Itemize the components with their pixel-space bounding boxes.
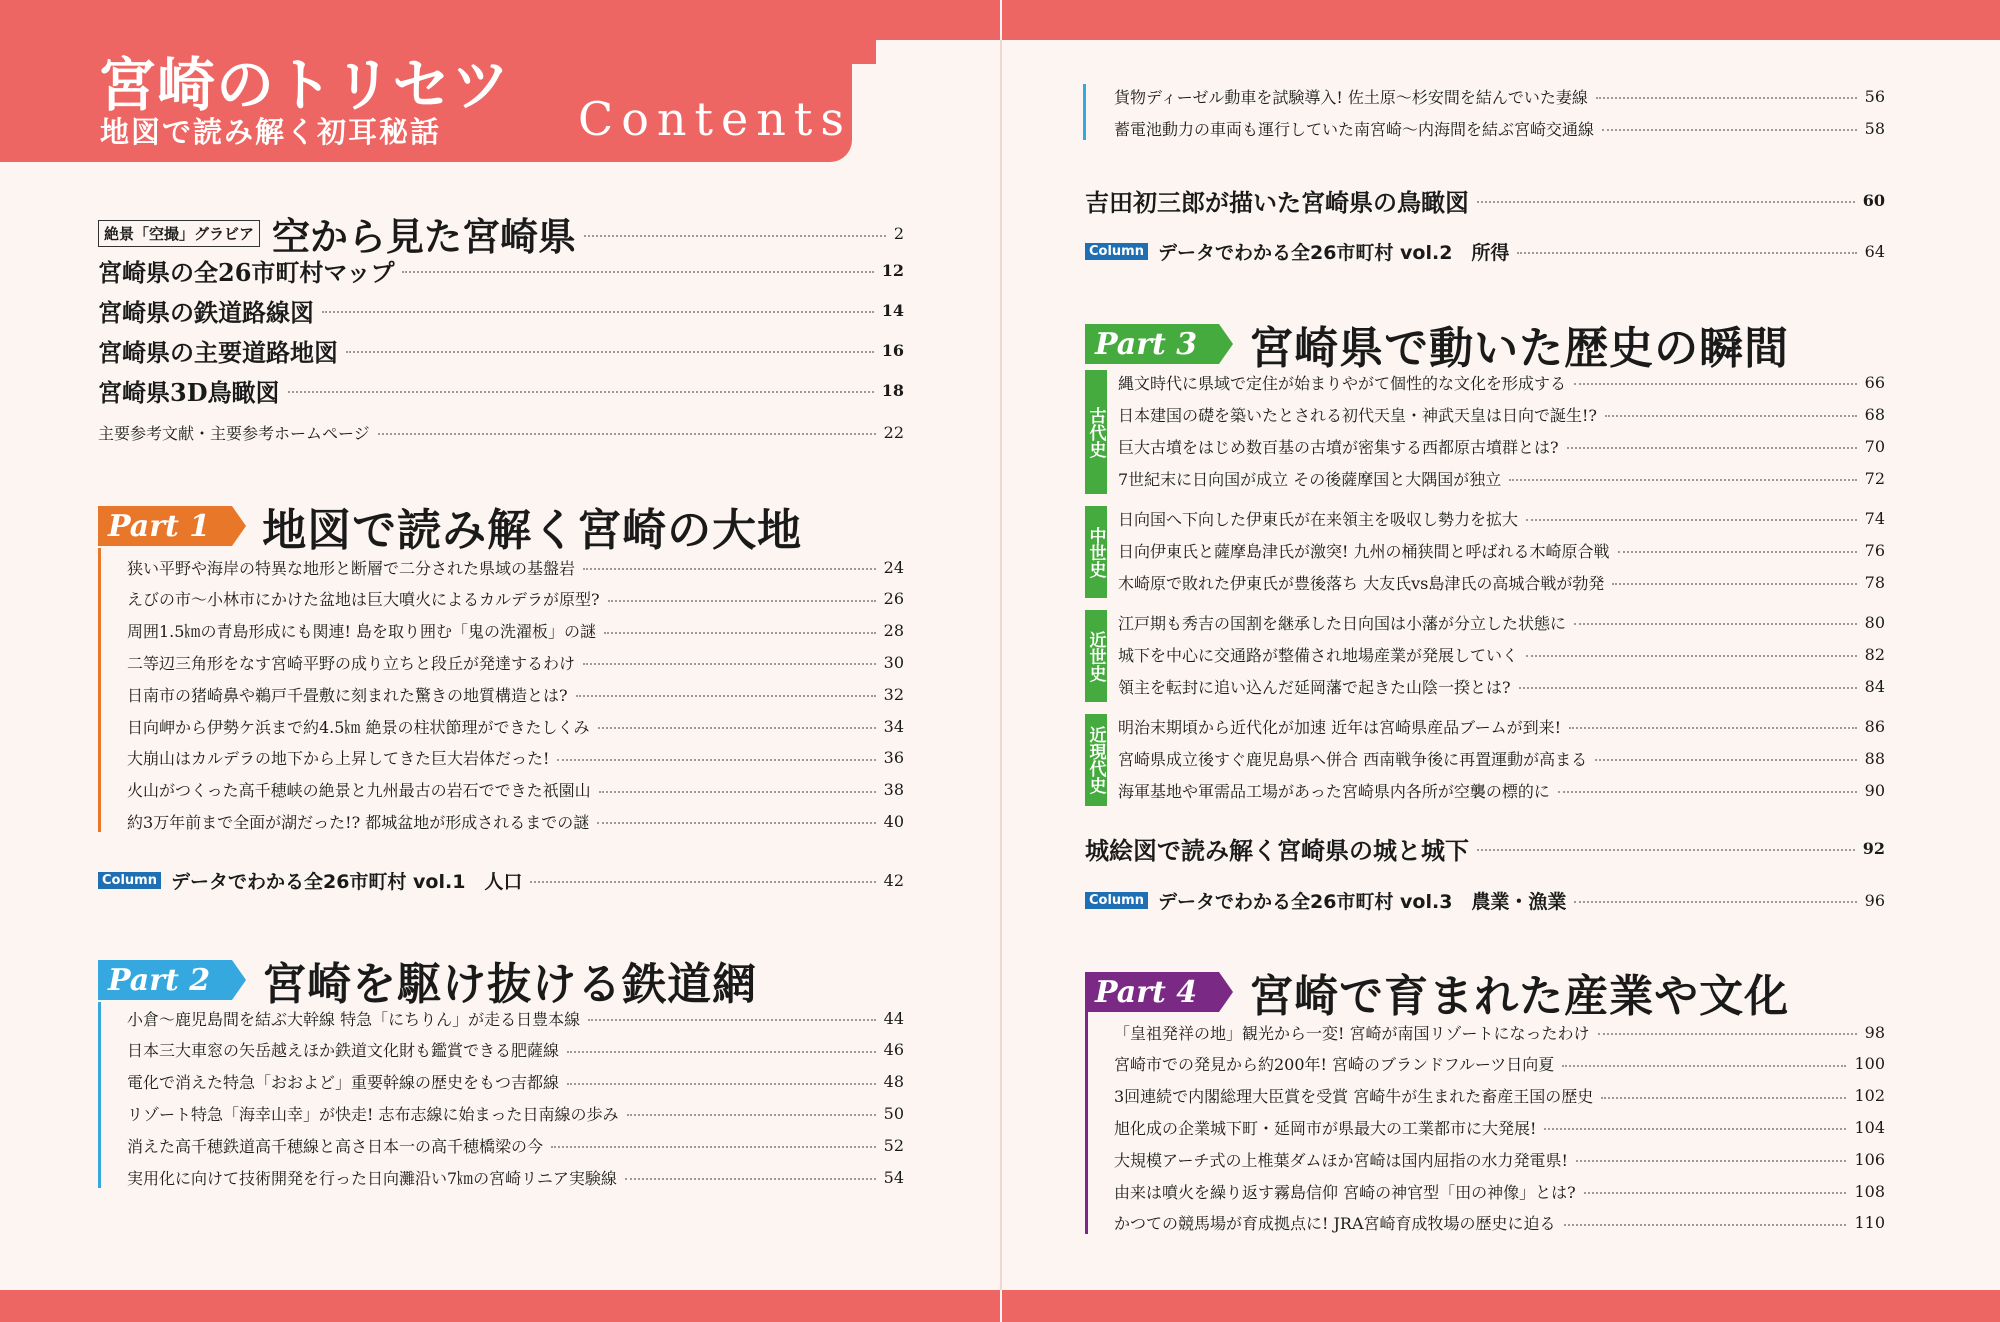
leader-dots (1569, 727, 1857, 729)
toc-entry[interactable] (1118, 570, 1885, 594)
entry-text: 日南市の猪崎鼻や鵜戸千畳敷に刻まれた驚きの地質構造とは? (127, 685, 568, 705)
leader-dots (322, 311, 874, 313)
yoshida-text: 吉田初三郎が描いた宮崎県の鳥瞰図 (1085, 187, 1469, 217)
part3-tag: Part 3 (1085, 324, 1219, 364)
entry-text: 宮崎県の鉄道路線図 (98, 297, 314, 327)
era-label: 近世史 (1085, 610, 1107, 702)
toc-entry[interactable] (127, 809, 904, 833)
toc-entry[interactable] (127, 714, 904, 738)
toc-entry[interactable] (1114, 1052, 1885, 1076)
leader-dots (530, 881, 875, 883)
page-number: 66 (1864, 372, 1885, 392)
toc-entry[interactable] (127, 1006, 904, 1030)
leader-dots (551, 1146, 876, 1148)
leader-dots (567, 1051, 876, 1053)
leader-dots (1526, 519, 1857, 521)
entry-text: 二等辺三角形をなす宮崎平野の成り立ちと段丘が発達するわけ (127, 653, 576, 673)
entry-text: 日向岬から伊勢ケ浜まで約4.5㎞ 絶景の柱状節理ができたしくみ (127, 717, 590, 737)
page-number: 28 (883, 621, 904, 641)
toc-entry[interactable] (1118, 778, 1885, 802)
leader-dots (1576, 1160, 1847, 1162)
toc-entry[interactable] (98, 294, 904, 326)
leader-dots (1605, 415, 1857, 417)
leader-dots (1612, 583, 1856, 585)
part1-side-bar (98, 548, 101, 832)
column3-text: データでわかる全26市町村 vol.3 農業・漁業 (1157, 890, 1567, 913)
entry-text: 日本三大車窓の矢岳越えほか鉄道文化財も鑑賞できる肥薩線 (127, 1041, 560, 1061)
page-number: 24 (883, 557, 904, 577)
entry-text: 蓄電池動力の車両も運行していた南宮崎～内海間を結ぶ宮崎交通線 (1114, 119, 1595, 139)
page-number: 50 (883, 1103, 904, 1123)
page-number: 44 (883, 1008, 904, 1028)
toc-entry[interactable] (127, 1101, 904, 1125)
part4-side-bar (1085, 1012, 1088, 1234)
page-number: 76 (1864, 540, 1885, 560)
leader-dots (627, 1114, 876, 1116)
entry-text: 電化で消えた特急「おおよど」重要幹線の歴史をもつ吉都線 (127, 1073, 560, 1093)
entry-text: 宮崎市での発見から約200年! 宮崎のブランドフルーツ日向夏 (1114, 1055, 1555, 1075)
title-panel (0, 0, 852, 162)
part3-header (1085, 312, 1789, 376)
entry-text: かつての競馬場が育成拠点に! JRA宮崎育成牧場の歴史に迫る (1114, 1214, 1556, 1234)
leader-dots (608, 600, 876, 602)
gutter-gap-bottom (1000, 1290, 1002, 1322)
page-number: 84 (1864, 676, 1885, 696)
entry-text: 消えた高千穂鉄道高千穂線と高さ日本一の高千穂橋梁の今 (127, 1136, 544, 1156)
entry-text: 日向伊東氏と薩摩島津氏が激突! 九州の桶狭間と呼ばれる木崎原合戦 (1118, 541, 1610, 561)
page-number: 18 (881, 380, 904, 400)
toc-entry[interactable] (127, 650, 904, 674)
gutter-gap-top (1000, 0, 1002, 40)
entry-text: 由来は噴火を繰り返す霧島信仰 宮崎の神官型「田の神像」とは? (1114, 1182, 1576, 1202)
page-number: 32 (883, 684, 904, 704)
toc-entry[interactable] (98, 334, 904, 366)
page-number: 60 (1862, 190, 1885, 210)
toc-entry[interactable] (1114, 84, 1885, 108)
column-badge: Column (98, 872, 161, 889)
leader-dots (1602, 129, 1857, 131)
page-number: 40 (883, 811, 904, 831)
page-number: 64 (1864, 241, 1885, 261)
page-number: 104 (1854, 1117, 1885, 1137)
column-badge: Column (1085, 243, 1148, 260)
leader-dots (583, 568, 876, 570)
leader-dots (1598, 1033, 1857, 1035)
page-number: 70 (1864, 436, 1885, 456)
entry-text: 7世紀末に日向国が成立 その後薩摩国と大隅国が独立 (1118, 469, 1502, 489)
entry-text: 江戸期も秀吉の国割を継承した日向国は小藩が分立した状態に (1118, 613, 1567, 633)
leader-dots (346, 351, 874, 353)
entry-text: 狭い平野や海岸の特異な地形と断層で二分された県域の基盤岩 (127, 558, 576, 578)
leader-dots (1517, 252, 1856, 254)
page-number: 96 (1864, 890, 1885, 910)
page-number: 106 (1854, 1149, 1885, 1169)
page-number: 102 (1854, 1086, 1885, 1106)
gravure-badge: 絶景「空撮」グラビア (98, 220, 260, 247)
leader-dots (598, 727, 876, 729)
leader-dots (599, 791, 876, 793)
toc-entry[interactable] (1118, 674, 1885, 698)
part2-title: 宮崎を駆け抜ける鉄道網 (262, 959, 758, 1010)
page-number: 72 (1864, 468, 1885, 488)
entry-text: 旭化成の企業城下町・延岡市が県最大の工業都市に大発展! (1114, 1118, 1537, 1138)
part1-header (98, 494, 802, 558)
entry-text: 「皇祖発祥の地」観光から一変! 宮崎が南国リゾートになったわけ (1114, 1023, 1590, 1043)
toc-entry-castle[interactable] (1085, 832, 1885, 864)
toc-entry[interactable] (127, 682, 904, 706)
entry-text: 領主を転封に追い込んだ延岡藩で起きた山陰一揆とは? (1118, 677, 1511, 697)
toc-entry[interactable] (1114, 1211, 1885, 1235)
column-badge: Column (1085, 892, 1148, 909)
page-number: 110 (1854, 1213, 1885, 1233)
page-number: 54 (883, 1167, 904, 1187)
leader-dots (1584, 1192, 1847, 1194)
page-number: 52 (883, 1135, 904, 1155)
references-text: 主要参考文献・主要参考ホームページ (98, 423, 370, 443)
leader-dots (1574, 623, 1857, 625)
leader-dots (1574, 383, 1857, 385)
leader-dots (583, 663, 876, 665)
toc-entry[interactable] (1118, 642, 1885, 666)
entry-text: 周囲1.5㎞の青島形成にも関連! 島を取り囲む「鬼の洗濯板」の謎 (127, 622, 596, 642)
toc-entry[interactable] (127, 1070, 904, 1094)
toc-entry[interactable] (127, 778, 904, 802)
part2-continued-bar (1083, 84, 1086, 140)
entry-text: 実用化に向けて技術開発を行った日向灘沿い7㎞の宮崎リニア実験線 (127, 1168, 617, 1188)
page-number: 68 (1864, 404, 1885, 424)
toc-entry[interactable] (1118, 506, 1885, 530)
toc-entry-column1[interactable] (98, 868, 904, 892)
leader-dots (1477, 201, 1855, 203)
toc-entry[interactable] (1118, 714, 1885, 738)
part1-title: 地図で読み解く宮崎の大地 (262, 505, 803, 556)
toc-entry[interactable] (1114, 116, 1885, 140)
toc-entry[interactable] (127, 1165, 904, 1189)
page-number: 34 (883, 716, 904, 736)
page-number: 78 (1864, 572, 1885, 592)
page-number: 80 (1864, 612, 1885, 632)
toc-entry-references[interactable] (98, 420, 904, 444)
toc-entry[interactable] (127, 587, 904, 611)
toc-entry[interactable] (127, 555, 904, 579)
column1-text: データでわかる全26市町村 vol.1 人口 (170, 870, 523, 893)
part4-title: 宮崎で育まれた産業や文化 (1249, 971, 1790, 1022)
book-subtitle: 地図で読み解く初耳秘話 (100, 115, 442, 149)
toc-entry[interactable] (127, 1133, 904, 1157)
page-number: 36 (883, 748, 904, 768)
entry-text: 大規模アーチ式の上椎葉ダムほか宮崎は国内屈指の水力発電県! (1114, 1150, 1568, 1170)
entry-text: 明治末期頃から近代化が加速 近年は宮崎県産品ブームが到来! (1118, 717, 1562, 737)
page-number: 42 (883, 870, 904, 890)
page-number: 30 (883, 652, 904, 672)
toc-entry[interactable] (1118, 402, 1885, 426)
part2-side-bar (98, 1002, 101, 1188)
entry-text: リゾート特急「海幸山幸」が快走! 志布志線に始まった日南線の歩み (127, 1104, 619, 1124)
page-number: 90 (1864, 780, 1885, 800)
entry-text: 宮崎県の主要道路地図 (98, 337, 338, 367)
page-number: 82 (1864, 644, 1885, 664)
entry-text: 貨物ディーゼル動車を試験導入! 佐土原～杉安間を結んでいた妻線 (1114, 87, 1588, 107)
era-label: 古代史 (1085, 370, 1107, 494)
leader-dots (1574, 901, 1856, 903)
entry-text: 巨大古墳をはじめ数百基の古墳が密集する西都原古墳群とは? (1118, 437, 1559, 457)
part3-title: 宮崎県で動いた歴史の瞬間 (1249, 323, 1790, 374)
toc-entry[interactable] (1114, 1179, 1885, 1203)
entry-text: 宮崎県成立後すぐ鹿児島県へ併合 西南戦争後に再置運動が高まる (1118, 749, 1588, 769)
toc-entry[interactable] (1114, 1020, 1885, 1044)
page-number: 74 (1864, 508, 1885, 528)
toc-entry[interactable] (127, 619, 904, 643)
page-number: 26 (883, 589, 904, 609)
leader-dots (1477, 849, 1855, 851)
leader-dots (1526, 655, 1857, 657)
toc-entry[interactable] (1114, 1084, 1885, 1108)
entry-text: 宮崎県3D鳥瞰図 (98, 377, 280, 407)
page-number: 88 (1864, 748, 1885, 768)
leader-dots (1558, 791, 1857, 793)
toc-entry[interactable] (1118, 434, 1885, 458)
toc-entry[interactable] (1118, 610, 1885, 634)
leader-dots (604, 632, 876, 634)
part4-header (1085, 960, 1789, 1024)
leader-dots (1601, 1097, 1846, 1099)
entry-text: 城下を中心に交通路が整備され地場産業が発展していく (1118, 645, 1519, 665)
page-number: 92 (1862, 838, 1885, 858)
part2-header (98, 948, 757, 1012)
page-number: 86 (1864, 716, 1885, 736)
entry-text: 3回連続で内閣総理大臣賞を受賞 宮崎牛が生まれた畜産王国の歴史 (1114, 1087, 1594, 1107)
leader-dots (1519, 687, 1857, 689)
entry-text: 約3万年前まで全面が湖だった!? 都城盆地が形成されるまでの謎 (127, 812, 590, 832)
toc-entry[interactable] (127, 1038, 904, 1062)
toc-entry[interactable] (1114, 1115, 1885, 1139)
part2-tag: Part 2 (98, 960, 232, 1000)
toc-entry[interactable] (98, 374, 904, 406)
toc-entry-yoshida[interactable] (1085, 184, 1885, 216)
page-number: 38 (883, 780, 904, 800)
era-label: 近現代史 (1085, 714, 1107, 806)
page-number: 58 (1864, 118, 1885, 138)
entry-text: えびの市～小林市にかけた盆地は巨大噴火によるカルデラが原型? (127, 590, 600, 610)
page-number: 2 (893, 224, 904, 243)
column2-text: データでわかる全26市町村 vol.2 所得 (1157, 241, 1510, 264)
era-label: 中世史 (1085, 506, 1107, 598)
page-number: 48 (883, 1072, 904, 1092)
toc-entry[interactable] (1114, 1147, 1885, 1171)
leader-dots (1618, 551, 1857, 553)
leader-dots (584, 235, 886, 237)
page-number: 22 (883, 422, 904, 442)
page-number: 98 (1864, 1022, 1885, 1042)
entry-text: 大崩山はカルデラの地下から上昇してきた巨大岩体だった! (127, 749, 550, 769)
page-number: 100 (1854, 1054, 1885, 1074)
entry-text: 小倉～鹿児島間を結ぶ大幹線 特急「にちりん」が走る日豊本線 (127, 1009, 581, 1029)
leader-dots (576, 695, 876, 697)
page-number: 16 (881, 340, 904, 360)
entry-text: 日向国へ下向した伊東氏が在来領主を吸収し勢力を拡大 (1118, 509, 1519, 529)
leader-dots (1544, 1128, 1846, 1130)
leader-dots (288, 391, 874, 393)
page-number: 46 (883, 1040, 904, 1060)
leader-dots (1562, 1065, 1846, 1067)
leader-dots (625, 1178, 876, 1180)
toc-entry[interactable] (127, 746, 904, 770)
entry-text: 海軍基地や軍需品工場があった宮崎県内各所が空襲の標的に (1118, 781, 1550, 801)
leader-dots (567, 1083, 876, 1085)
contents-label: Contents (578, 92, 852, 146)
leader-dots (1596, 97, 1857, 99)
leader-dots (588, 1019, 876, 1021)
toc-entry[interactable] (98, 254, 904, 286)
toc-entry-column3[interactable] (1085, 888, 1885, 912)
entry-text: 縄文時代に県域で定住が始まりやがて個性的な文化を形成する (1118, 373, 1567, 393)
gravure-title: 空から見た宮崎県 (272, 214, 577, 259)
book-title: 宮崎のトリセツ (98, 51, 511, 119)
leader-dots (557, 759, 875, 761)
leader-dots (402, 271, 873, 273)
part1-tag: Part 1 (98, 506, 232, 546)
toc-entry-column2[interactable] (1085, 239, 1885, 263)
page-gutter (1000, 0, 1002, 1322)
leader-dots (597, 822, 875, 824)
page-number: 56 (1864, 86, 1885, 106)
leader-dots (378, 433, 876, 435)
page-number: 14 (881, 300, 904, 320)
toc-entry[interactable] (1118, 746, 1885, 770)
leader-dots (1564, 1224, 1847, 1226)
toc-entry[interactable] (1118, 370, 1885, 394)
leader-dots (1567, 447, 1857, 449)
entry-text: 火山がつくった高千穂峡の絶景と九州最古の岩石でできた祇園山 (127, 781, 591, 801)
page-number: 12 (881, 260, 904, 280)
entry-text: 日本建国の礎を築いたとされる初代天皇・神武天皇は日向で誕生!? (1118, 405, 1598, 425)
part4-tag: Part 4 (1085, 972, 1219, 1012)
toc-entry[interactable] (1118, 538, 1885, 562)
leader-dots (1595, 759, 1857, 761)
castle-text: 城絵図で読み解く宮崎県の城と城下 (1085, 835, 1469, 865)
entry-text: 宮崎県の全26市町村マップ (98, 257, 395, 287)
entry-text: 木崎原で敗れた伊東氏が豊後落ち 大友氏vs島津氏の高城合戦が勃発 (1118, 573, 1605, 593)
toc-entry[interactable] (1118, 466, 1885, 490)
page-number: 108 (1854, 1181, 1885, 1201)
leader-dots (1509, 479, 1856, 481)
